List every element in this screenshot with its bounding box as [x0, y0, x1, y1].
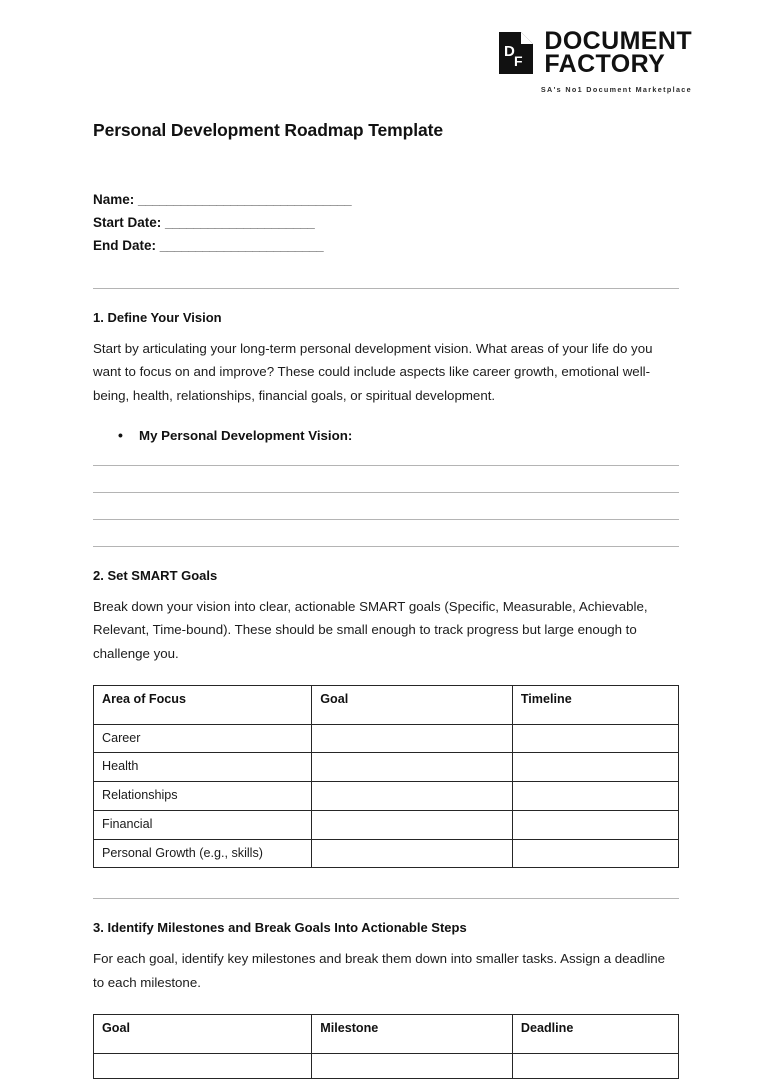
cell-area-personal-growth: Personal Growth (e.g., skills) — [94, 839, 312, 868]
table-row — [94, 810, 679, 839]
field-end-date-input[interactable]: _______________________ — [159, 238, 324, 254]
cell-milestone-empty[interactable] — [312, 1053, 513, 1078]
table-row — [94, 782, 679, 811]
cell-area-relationships: Relationships — [94, 782, 312, 811]
form-fields — [93, 188, 679, 258]
table-row — [94, 724, 679, 753]
field-start-date-input[interactable]: _____________________ — [165, 215, 315, 231]
table-row — [94, 839, 679, 868]
list-item: • My Personal Development Vision: — [139, 428, 679, 443]
column-header-goal: Goal — [312, 685, 513, 724]
section-1-body: Start by articulating your long-term personal development vision. What areas of your life do you want to focus on and improve? These could include aspects like career growth, emotional well-being, health, relationships, financial goals, or spiritual development. — [93, 340, 653, 403]
section-2-heading: 2. Set SMART Goals — [93, 567, 218, 583]
write-line-2[interactable] — [93, 492, 679, 493]
cell-timeline-health[interactable] — [512, 753, 678, 782]
cell-goal-career[interactable] — [312, 724, 513, 753]
column-header-timeline: Timeline — [512, 685, 678, 724]
section-divider-1 — [93, 288, 679, 289]
write-line-1[interactable] — [93, 465, 679, 466]
cell-timeline-personal-growth[interactable] — [512, 839, 678, 868]
cell-goal-health[interactable] — [312, 753, 513, 782]
field-name[interactable] — [93, 188, 679, 211]
cell-deadline-empty[interactable] — [512, 1053, 678, 1078]
field-name-label: Name: — [93, 192, 135, 207]
brand-name-line1: DOCUMENT — [544, 27, 692, 55]
document-content — [93, 0, 679, 1079]
column-header-area-of-focus: Area of Focus — [94, 685, 312, 724]
cell-area-career: Career — [94, 724, 312, 753]
write-line-4[interactable] — [93, 546, 679, 547]
table-row — [94, 753, 679, 782]
vision-write-lines[interactable] — [93, 465, 679, 547]
field-name-input[interactable]: ______________________________ — [138, 192, 352, 207]
table-header-row — [94, 685, 679, 724]
section-1-bullet-list — [93, 428, 679, 443]
cell-timeline-financial[interactable] — [512, 810, 678, 839]
field-start-date-label: Start Date: — [93, 215, 162, 231]
cell-timeline-career[interactable] — [512, 724, 678, 753]
column-header-deadline: Deadline — [512, 1014, 678, 1053]
cell-area-financial: Financial — [94, 810, 312, 839]
column-header-milestone: Milestone — [312, 1014, 513, 1053]
section-2-body: Break down your vision into clear, actionable SMART goals (Specific, Measurable, Achievable, Relevant, Time-bound). These should be small enough to track progress but large enough to challenge you. — [93, 598, 648, 661]
section-divider-2 — [93, 898, 679, 899]
cell-timeline-relationships[interactable] — [512, 782, 678, 811]
field-start-date[interactable] — [93, 211, 679, 234]
section-1-heading: 1. Define Your Vision — [93, 309, 222, 325]
cell-goal-personal-growth[interactable] — [312, 839, 513, 868]
section-3-body: For each goal, identify key milestones and break them down into smaller tasks. Assign a deadline to each milestone. — [93, 951, 666, 990]
table-row — [94, 1053, 679, 1078]
page-title: Personal Development Roadmap Template — [93, 120, 443, 140]
table-header-row — [94, 1014, 679, 1053]
section-3-heading: 3. Identify Milestones and Break Goals Into Actionable Steps — [93, 920, 467, 936]
write-line-3[interactable] — [93, 519, 679, 520]
cell-goal-empty[interactable] — [94, 1053, 312, 1078]
cell-goal-financial[interactable] — [312, 810, 513, 839]
field-end-date-label: End Date: — [93, 238, 157, 254]
cell-goal-relationships[interactable] — [312, 782, 513, 811]
svg-text:F: F — [514, 53, 523, 70]
column-header-goal: Goal — [94, 1014, 312, 1053]
smart-goals-table — [93, 685, 679, 869]
milestones-table — [93, 1014, 679, 1079]
field-end-date[interactable] — [93, 234, 679, 257]
brand-name-line2: FACTORY — [544, 50, 666, 79]
cell-area-health: Health — [94, 753, 312, 782]
svg-text:D: D — [504, 43, 516, 61]
brand-tagline: SA's No1 Document Marketplace — [540, 84, 692, 94]
